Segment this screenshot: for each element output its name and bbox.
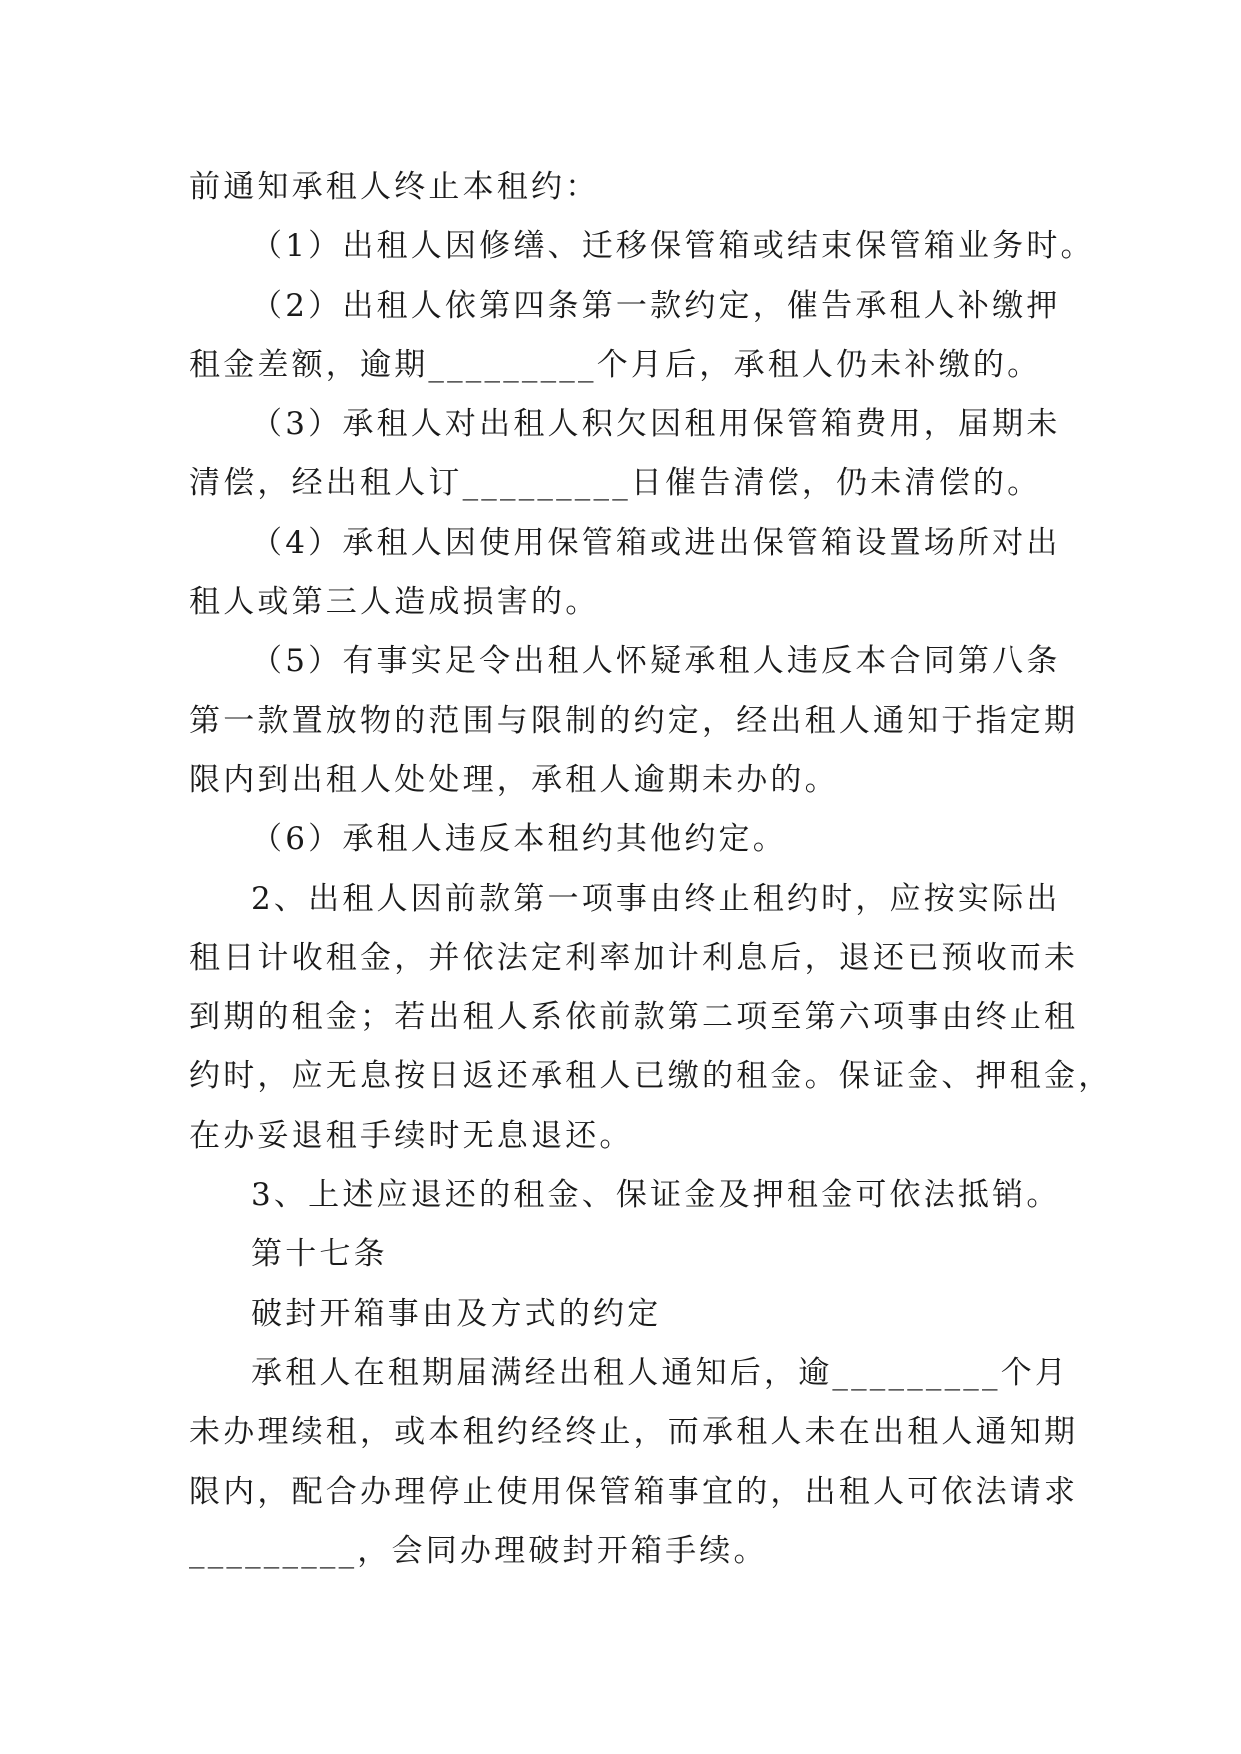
text-line: 到期的租金；若出租人系依前款第二项至第六项事由终止租 <box>189 999 1079 1036</box>
article-heading: 第十七条 <box>251 1236 388 1273</box>
text-line: 租人或第三人造成损害的。 <box>189 584 600 621</box>
text-line: （2）出租人依第四条第一款约定，催告承租人补缴押 <box>251 287 1061 324</box>
text-line: 清偿，经出租人订_________日催告清偿，仍未清偿的。 <box>189 465 1042 502</box>
text-line: 第一款置放物的范围与限制的约定，经出租人通知于指定期 <box>189 702 1079 739</box>
text-line: 租金差额，逾期_________个月后，承租人仍未补缴的。 <box>189 346 1042 383</box>
text-line: _________，会同办理破封开箱手续。 <box>189 1532 768 1569</box>
text-line: （6）承租人违反本租约其他约定。 <box>251 821 787 858</box>
article-subheading: 破封开箱事由及方式的约定 <box>251 1295 662 1332</box>
text-line: 约时，应无息按日返还承租人已缴的租金。保证金、押租金， <box>189 1058 1113 1095</box>
text-line: （5）有事实足令出租人怀疑承租人违反本合同第八条 <box>251 643 1061 680</box>
text-line: 3、上述应退还的租金、保证金及押租金可依法抵销。 <box>251 1177 1061 1214</box>
text-line: 租日计收租金，并依法定利率加计利息后，退还已预收而未 <box>189 939 1079 976</box>
text-line: 未办理续租，或本租约经终止，而承租人未在出租人通知期 <box>189 1414 1079 1451</box>
text-line: 限内，配合办理停止使用保管箱事宜的，出租人可依法请求 <box>189 1473 1079 1510</box>
text-line: 前通知承租人终止本租约： <box>189 169 600 205</box>
text-line: 承租人在租期届满经出租人通知后，逾_________个月 <box>251 1354 1070 1391</box>
text-line: 在办妥退租手续时无息退还。 <box>189 1117 634 1154</box>
text-line: （4）承租人因使用保管箱或进出保管箱设置场所对出 <box>251 524 1061 561</box>
text-line: （1）出租人因修缮、迁移保管箱或结束保管箱业务时。 <box>251 228 1095 265</box>
text-line: 限内到出租人处处理，承租人逾期未办的。 <box>189 761 839 798</box>
text-line: 2、出租人因前款第一项事由终止租约时，应按实际出 <box>251 880 1061 917</box>
text-line: （3）承租人对出租人积欠因租用保管箱费用，届期未 <box>251 406 1061 443</box>
document-body <box>189 158 1113 1581</box>
